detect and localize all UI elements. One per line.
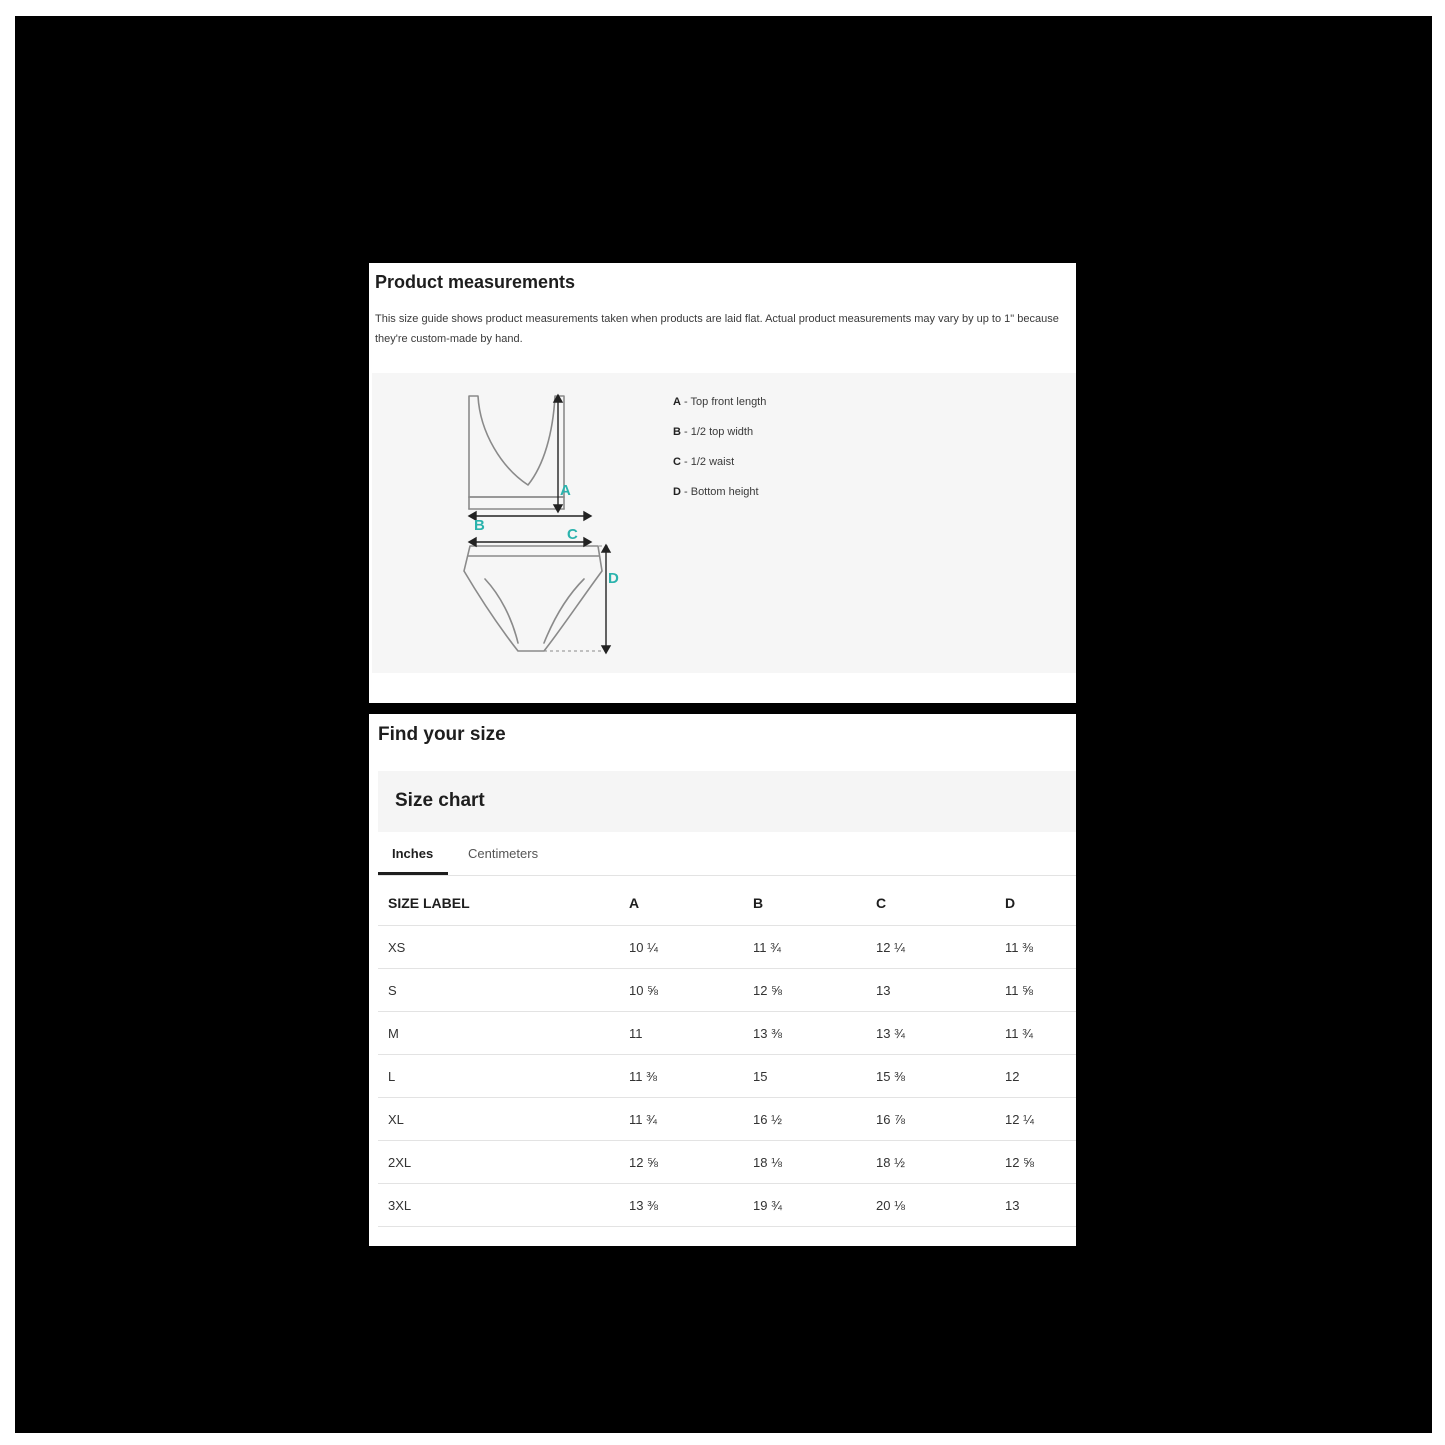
measurement-legend xyxy=(673,393,766,513)
table-cell: 19 ¾ xyxy=(753,1184,876,1227)
measurements-title: Product measurements xyxy=(375,272,576,292)
table-cell: XS xyxy=(378,926,629,969)
table-row xyxy=(378,1184,1076,1227)
column-header: B xyxy=(753,880,876,926)
column-header: D xyxy=(1005,880,1076,926)
table-cell: 12 xyxy=(1005,1055,1076,1098)
table-cell: M xyxy=(378,1012,629,1055)
tab-inches[interactable]: Inches xyxy=(392,846,434,861)
bikini-bottom-outline xyxy=(464,546,602,651)
legend-item: D - Bottom height xyxy=(673,486,759,498)
table-cell: 11 ¾ xyxy=(629,1098,753,1141)
table-cell: S xyxy=(378,969,629,1012)
column-header: C xyxy=(876,880,1005,926)
tab-centimeters[interactable]: Centimeters xyxy=(468,846,539,861)
table-cell: 11 ⅝ xyxy=(1005,969,1076,1012)
table-cell: 11 ¾ xyxy=(753,926,876,969)
table-cell: 12 ⅝ xyxy=(629,1141,753,1184)
table-cell: 12 ¼ xyxy=(1005,1098,1076,1141)
table-cell: 16 ½ xyxy=(753,1098,876,1141)
table-cell: 11 ⅜ xyxy=(1005,926,1076,969)
measurements-description: This size guide shows product measurements taken when products are laid flat. Actual product measurements may vary by up to 1" because they're custom-made by hand. xyxy=(375,313,1059,345)
table-cell: 15 xyxy=(753,1055,876,1098)
product-measurements-card xyxy=(369,263,1076,703)
table-cell: 16 ⅞ xyxy=(876,1098,1005,1141)
table-row xyxy=(378,1012,1076,1055)
legend-item: C - 1/2 waist xyxy=(673,456,735,468)
table-cell: L xyxy=(378,1055,629,1098)
table-cell: 10 ¼ xyxy=(629,926,753,969)
size-chart-title: Size chart xyxy=(395,790,485,811)
find-size-title: Find your size xyxy=(378,724,506,745)
active-tab-indicator xyxy=(378,872,448,875)
column-header: A xyxy=(629,880,753,926)
table-cell: 13 ⅜ xyxy=(753,1012,876,1055)
table-cell: 15 ⅜ xyxy=(876,1055,1005,1098)
diagram-label-c: C xyxy=(567,526,578,543)
table-row xyxy=(378,926,1076,969)
table-cell: 10 ⅝ xyxy=(629,969,753,1012)
bikini-top-outline xyxy=(469,396,564,497)
table-cell: XL xyxy=(378,1098,629,1141)
size-chart-table xyxy=(378,880,1076,1227)
table-row xyxy=(378,969,1076,1012)
column-header: SIZE LABEL xyxy=(378,880,629,926)
legend-item: A - Top front length xyxy=(673,396,767,408)
table-cell: 18 ½ xyxy=(876,1141,1005,1184)
diagram-label-d: D xyxy=(608,570,619,587)
table-row xyxy=(378,1098,1076,1141)
size-chart-header xyxy=(378,771,1076,832)
table-cell: 11 ⅜ xyxy=(629,1055,753,1098)
unit-tabs xyxy=(378,832,1076,876)
table-row xyxy=(378,1055,1076,1098)
find-your-size-card xyxy=(369,714,1076,1246)
bikini-diagram xyxy=(372,373,672,673)
diagram-label-b: B xyxy=(474,517,485,534)
diagram-label-a: A xyxy=(560,482,571,499)
table-header-row xyxy=(378,880,1076,926)
table-cell: 11 ¾ xyxy=(1005,1012,1076,1055)
table-cell: 13 ⅜ xyxy=(629,1184,753,1227)
table-cell: 12 ⅝ xyxy=(1005,1141,1076,1184)
table-cell: 13 ¾ xyxy=(876,1012,1005,1055)
legend-item: B - 1/2 top width xyxy=(673,426,754,438)
table-row xyxy=(378,1141,1076,1184)
table-cell: 13 xyxy=(1005,1184,1076,1227)
table-cell: 3XL xyxy=(378,1184,629,1227)
table-cell: 2XL xyxy=(378,1141,629,1184)
table-cell: 11 xyxy=(629,1012,753,1055)
measurement-diagram-panel xyxy=(372,373,1076,673)
table-cell: 12 ¼ xyxy=(876,926,1005,969)
table-cell: 18 ⅛ xyxy=(753,1141,876,1184)
table-cell: 12 ⅝ xyxy=(753,969,876,1012)
table-cell: 13 xyxy=(876,969,1005,1012)
table-cell: 20 ⅛ xyxy=(876,1184,1005,1227)
